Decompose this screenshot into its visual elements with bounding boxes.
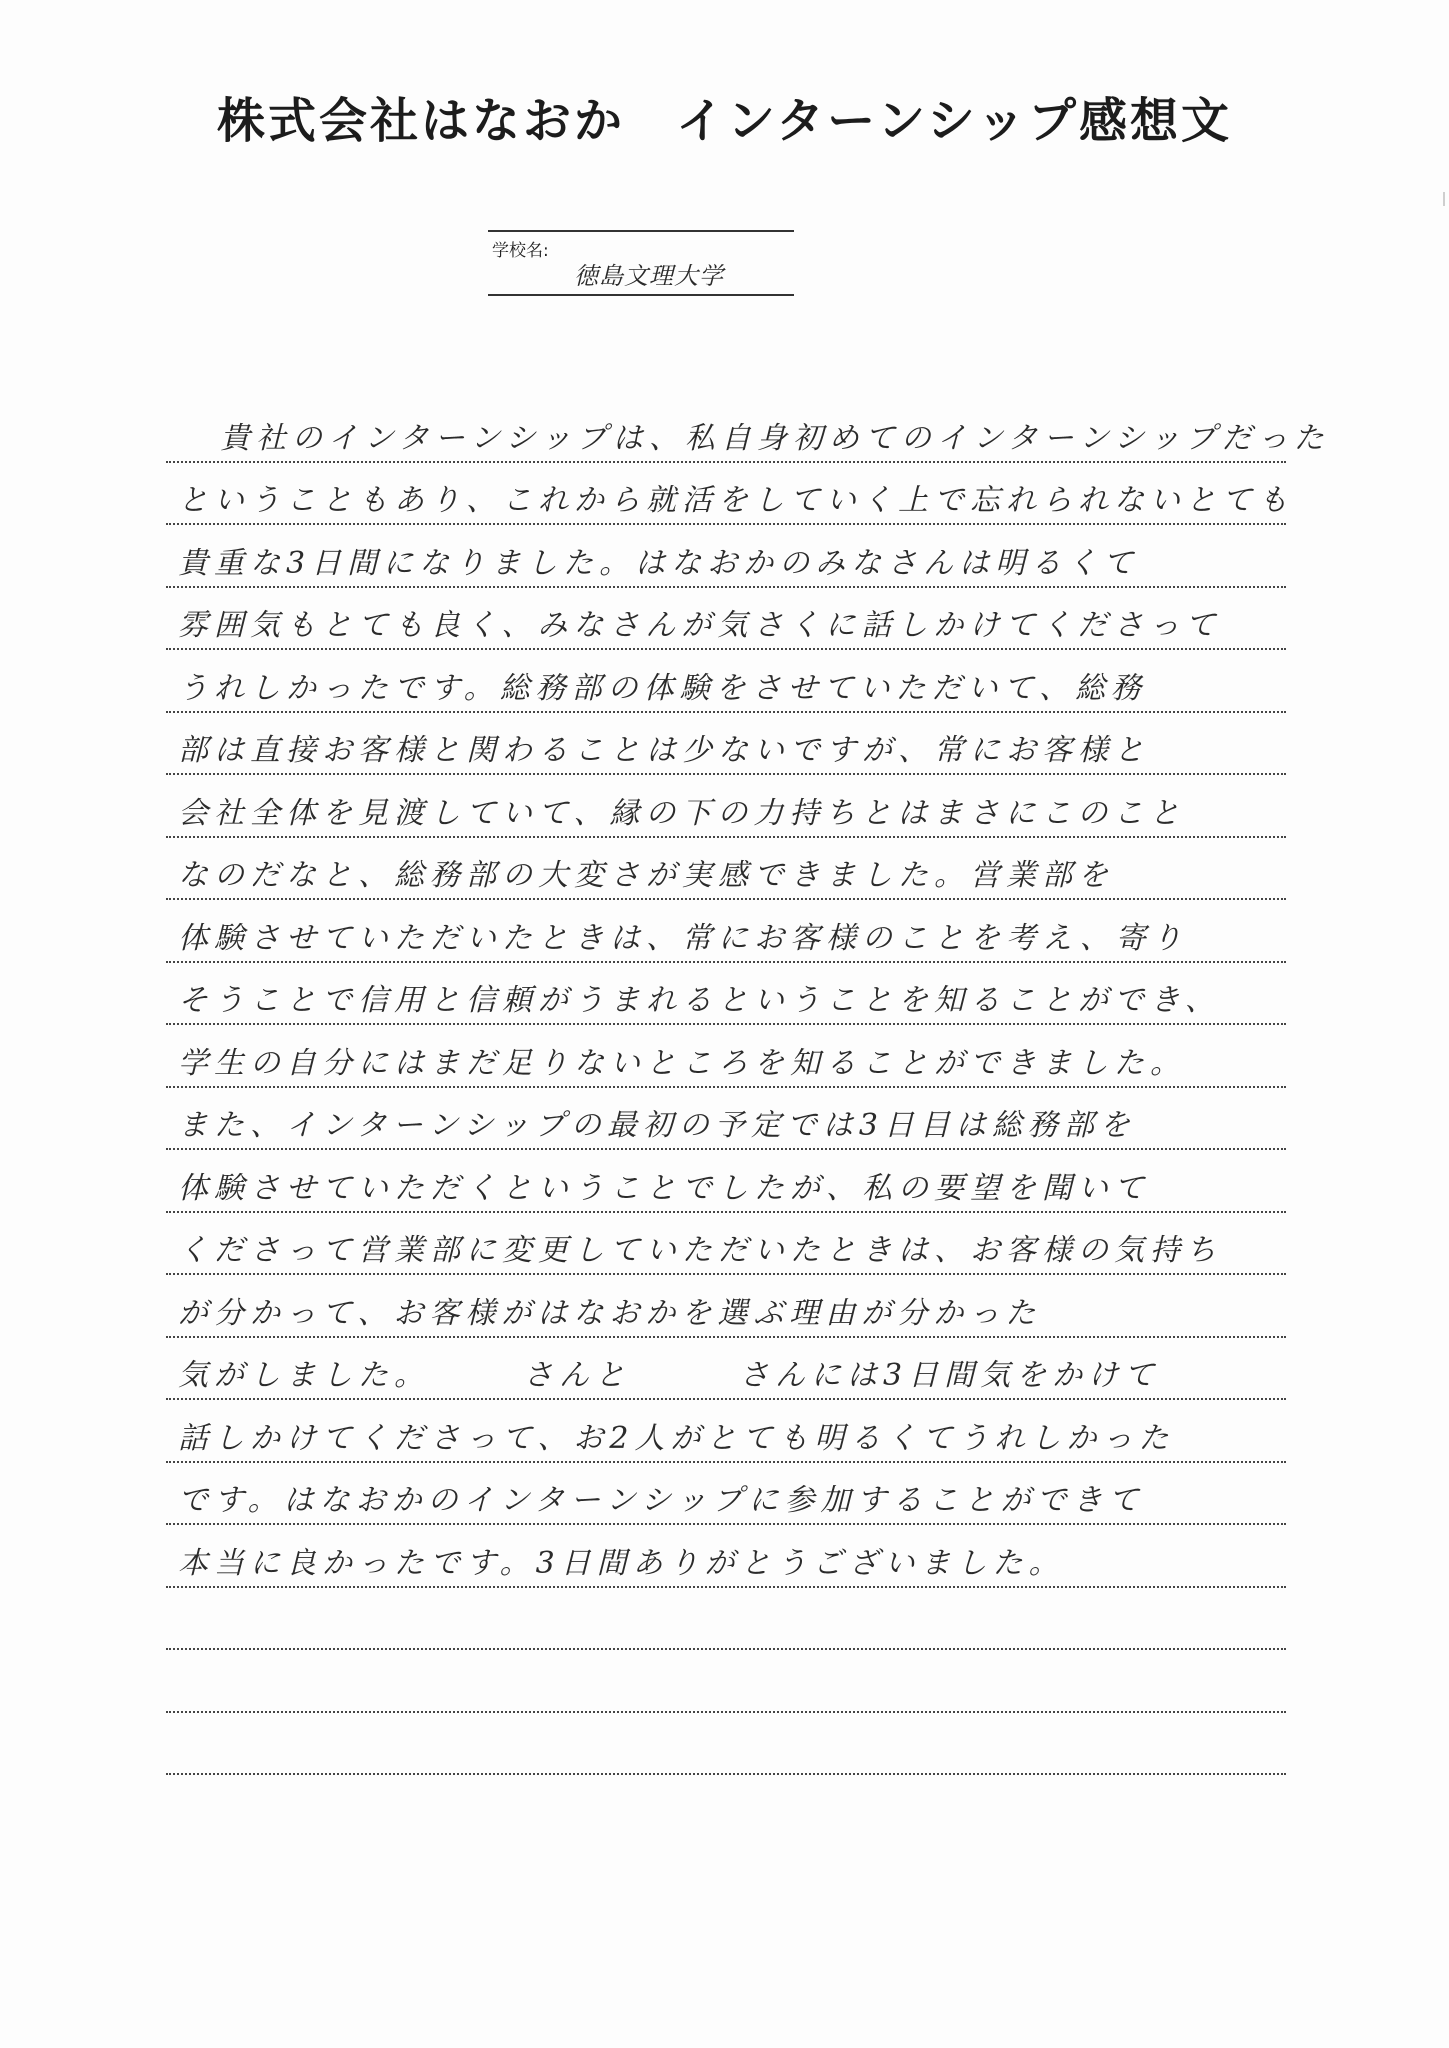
handwritten-line: 体験させていただいたときは、常にお客様のことを考え、寄り bbox=[178, 920, 1188, 956]
essay-body bbox=[166, 400, 1330, 1775]
handwritten-line: が分かって、お客様がはなおかを選ぶ理由が分かった bbox=[178, 1295, 1042, 1331]
handwritten-line: 気がしました。 さんと さんには3日間気をかけて bbox=[178, 1358, 1161, 1393]
ruled-line bbox=[166, 525, 1286, 588]
ruled-line bbox=[166, 400, 1330, 463]
handwritten-line: ということもあり、これから就活をしていく上で忘れられないとても bbox=[178, 483, 1294, 518]
ruled-line bbox=[166, 1025, 1286, 1088]
school-name-value: 徳島文理大学 bbox=[574, 262, 724, 290]
handwritten-line: 話しかけてくださって、お2人がとても明るくてうれしかった bbox=[178, 1420, 1175, 1456]
handwritten-line: 会社全体を見渡していて、縁の下の力持ちとはまさにこのこと bbox=[178, 795, 1186, 831]
ruled-line bbox=[166, 1463, 1286, 1526]
handwritten-line: なのだなと、総務部の大変さが実感できました。営業部を bbox=[178, 858, 1114, 893]
handwritten-line: 部は直接お客様と関わることは少ないですが、常にお客様と bbox=[178, 733, 1150, 768]
handwritten-line: 貴重な3日間になりました。はなおかのみなさんは明るくて bbox=[178, 545, 1140, 581]
ruled-line bbox=[166, 1088, 1286, 1151]
handwritten-line: 本当に良かったです。3日間ありがとうございました。 bbox=[178, 1545, 1065, 1581]
scan-edge-mark bbox=[1443, 192, 1445, 206]
school-name-label: 学校名: bbox=[492, 241, 549, 261]
school-name-field bbox=[488, 230, 794, 296]
handwritten-line: 雰囲気もとても良く、みなさんが気さくに話しかけてくださって bbox=[178, 608, 1222, 643]
ruled-line bbox=[166, 963, 1286, 1026]
ruled-line bbox=[166, 588, 1286, 651]
handwritten-line: 体験させていただくということでしたが、私の要望を聞いて bbox=[178, 1170, 1150, 1206]
ruled-line bbox=[166, 1588, 1286, 1651]
ruled-line bbox=[166, 1713, 1286, 1776]
ruled-line bbox=[166, 650, 1286, 713]
ruled-line bbox=[166, 1400, 1286, 1463]
handwritten-line: 学生の自分にはまだ足りないところを知ることができました。 bbox=[178, 1045, 1186, 1081]
ruled-line bbox=[166, 838, 1286, 901]
ruled-line bbox=[166, 900, 1286, 963]
ruled-line bbox=[166, 1650, 1286, 1713]
ruled-line bbox=[166, 775, 1286, 838]
ruled-line bbox=[166, 1275, 1286, 1338]
ruled-line bbox=[166, 1150, 1286, 1213]
handwritten-line: 貴社のインターンシップは、私自身初めてのインターンシップだった bbox=[220, 420, 1330, 456]
handwritten-line: うれしかったです。総務部の体験をさせていただいて、総務 bbox=[178, 670, 1147, 706]
handwritten-line: です。はなおかのインターンシップに参加することができて bbox=[178, 1483, 1145, 1518]
handwritten-line: そうことで信用と信頼がうまれるということを知ることができ、 bbox=[178, 983, 1221, 1018]
ruled-line bbox=[166, 463, 1294, 526]
page-title: 株式会社はなおか インターンシップ感想文 bbox=[217, 93, 1232, 149]
handwritten-line: また、インターンシップの最初の予定では3日目は総務部を bbox=[178, 1108, 1136, 1143]
ruled-line bbox=[166, 1338, 1286, 1401]
handwritten-line: くださって営業部に変更していただいたときは、お客様の気持ち bbox=[178, 1233, 1222, 1268]
ruled-line bbox=[166, 713, 1286, 776]
ruled-line bbox=[166, 1525, 1286, 1588]
ruled-line bbox=[166, 1213, 1286, 1276]
